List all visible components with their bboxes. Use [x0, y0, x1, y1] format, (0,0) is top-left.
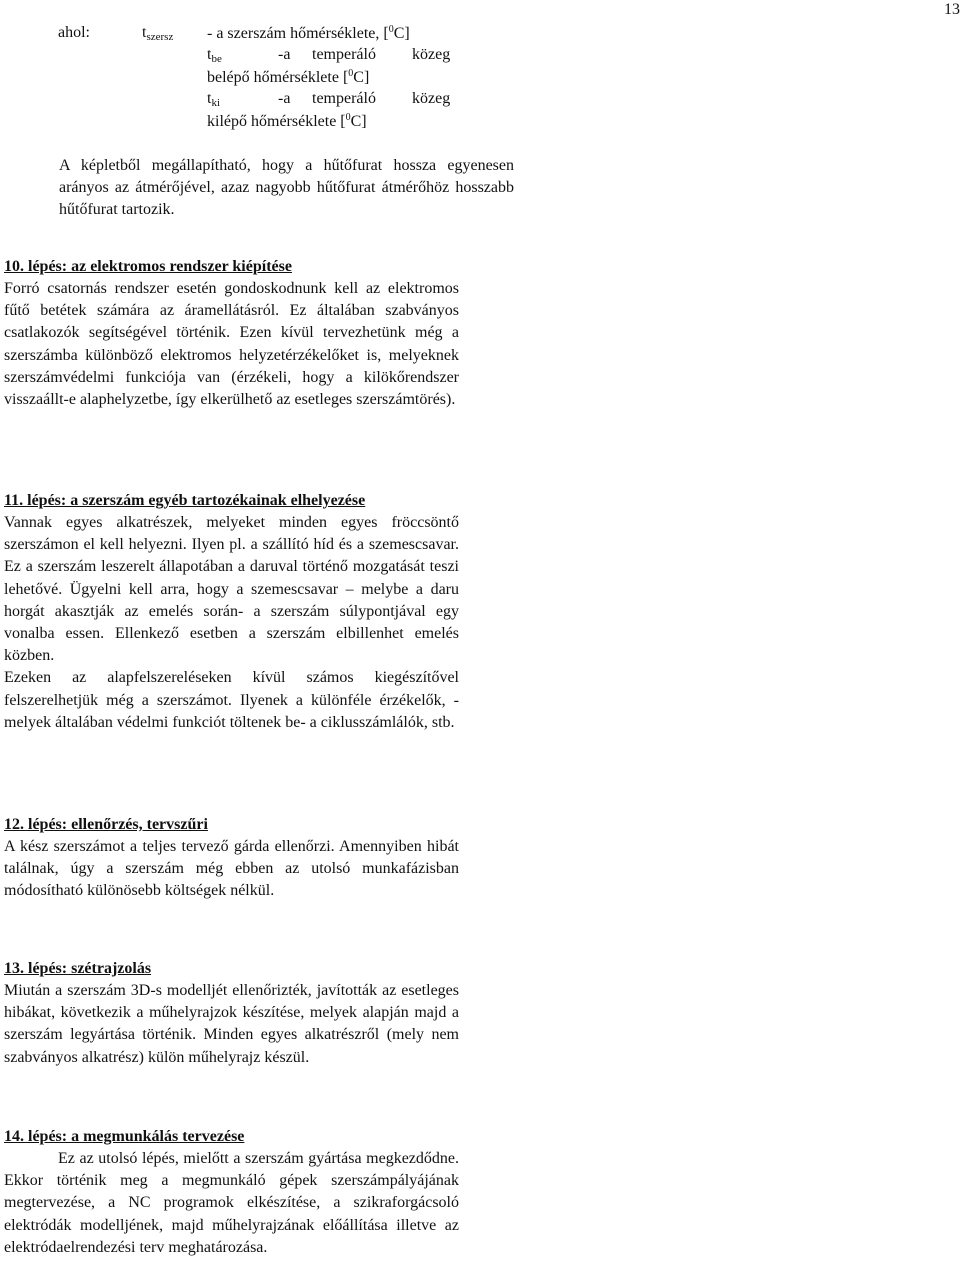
definition-t-be: $t_{be}$ [207, 46, 222, 65]
definition-t-szersz-text: - a szerszám hőmérséklete, [$^0$C] [207, 24, 410, 42]
page-number: 13 [944, 1, 960, 18]
definition-t-ki-medium: közeg [412, 90, 451, 107]
section-14 [4, 1126, 459, 1259]
section-14-heading: 14. lépés: a megmunkálás tervezése [4, 1128, 245, 1145]
section-10-body: Forró csatornás rendszer esetén gondoskodnunk kell az elektromos fűtő betétek számára az áramellátásról. Ez általában szabványos csatlakozók segítségével történik. Ezen kívül tervezhetünk még a szerszámba különböző elektromos helyzetérzékelőket is, melyeknek szerszámvédelmi funkciója van (érzékeli, hogy a kilökőrendszer visszaállt-e alaphelyzetbe, így elkerülhető az esetleges szerszámtörés). [4, 280, 459, 409]
definition-t-szersz: $t_{szersz}$ [142, 24, 174, 43]
section-10-heading: 10. lépés: az elektromos rendszer kiépítése [4, 258, 292, 275]
section-13-body: Miután a szerszám 3D-s modelljét ellenőrizték, javították az esetleges hibákat, következik a műhelyrajzok készítése, melyek alapján majd a szerszám legyártása történik. Minden egyes alkatrészről (mely nem szabványos alkatrész) külön műhelyrajz készül. [4, 982, 459, 1066]
section-11-body: Vannak egyes alkatrészek, melyeket minden egyes fröccsöntő szerszámon el kell helyezni. Ilyen pl. a szállító híd és a szemescsavar. Ez a szerszám leszerelt állapotában a daruval történő mozgatását teszi lehetővé. Ügyelni kell arra, hogy a szemescsavar – melybe a daru horgát akasztják az emelés során- a szerszám súlypontjával egy vonalba essen. Ellenkező esetben a szerszám elbillenhet emelés közben. [4, 514, 459, 665]
definition-intro: ahol: [58, 24, 90, 41]
definition-t-ki-line2: kilépő hőmérséklete [$^0$C] [207, 112, 367, 130]
definition-t-be-medium: közeg [412, 46, 451, 63]
definition-t-ki: $t_{ki}$ [207, 90, 221, 109]
definition-t-ki-word: temperáló [312, 90, 376, 107]
section-10 [4, 256, 459, 411]
definition-t-be-word: temperáló [312, 46, 376, 63]
section-14-body: Ez az utolsó lépés, mielőtt a szerszám gyártása megkezdődne. Ekkor történik meg a megmunkáló gépek szerszámpályájának megtervezése, a NC programok elkészítése, a szikraforgácsoló elektródák modelljének, majd műhelyrajzának előállítása illetve az elektródaelrendezési terv meghatározása. [4, 1150, 459, 1256]
section-11-heading: 11. lépés: a szerszám egyéb tartozékainak elhelyezése [4, 492, 366, 509]
section-13 [4, 958, 459, 1069]
section-13-heading: 13. lépés: szétrajzolás [4, 960, 152, 977]
definition-t-ki-dash: -a [278, 90, 291, 107]
definition-t-be-dash: -a [278, 46, 291, 63]
section-12 [4, 814, 459, 903]
section-12-body: A kész szerszámot a teljes tervező gárda ellenőrzi. Amennyiben hibát találnak, úgy a szerszám még ebben az utolsó munkafázisban módosítható különösebb költségek nélkül. [4, 838, 459, 900]
definition-t-be-line2: belépő hőmérséklete [$^0$C] [207, 68, 370, 86]
section-11 [4, 490, 459, 734]
conclusion-paragraph: A képletből megállapítható, hogy a hűtőfurat hossza egyenesen arányos az átmérőjével, azaz nagyobb hűtőfurat átmérőhöz hosszabb hűtőfurat tartozik. [59, 157, 514, 219]
section-12-heading: 12. lépés: ellenőrzés, tervszűri [4, 816, 208, 833]
section-11-body-2: Ezeken az alapfelszereléseken kívül számos kiegészítővel felszerelhetjük még a szerszámot. Ilyenek a különféle érzékelők, -melyek általában védelmi funkciót töltenek be- a ciklusszámlálók, stb. [4, 669, 459, 731]
